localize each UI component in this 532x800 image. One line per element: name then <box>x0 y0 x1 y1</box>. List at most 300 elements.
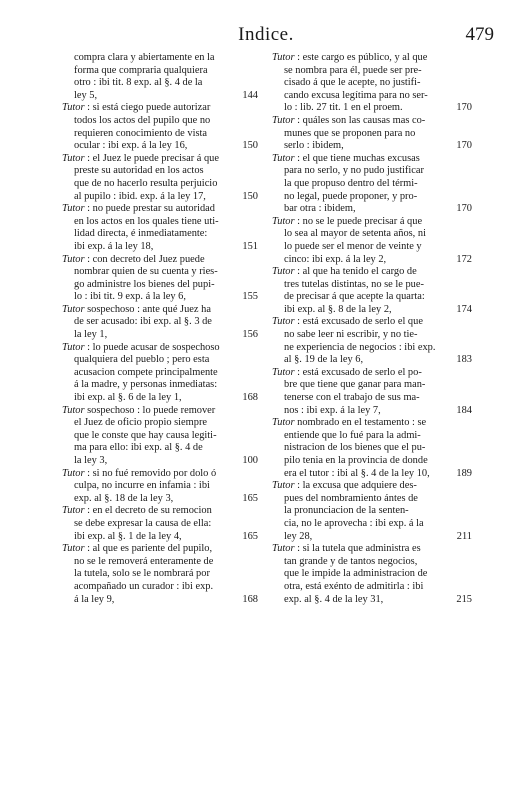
entry-line <box>62 379 258 392</box>
entry-line <box>62 254 258 267</box>
entry-line-text <box>284 65 422 78</box>
entry-line <box>272 442 472 455</box>
entry-text: al §. 19 de la ley 6, <box>284 354 364 366</box>
entry-line-text <box>74 417 207 430</box>
entry-line <box>62 531 258 544</box>
entry-text: requieren conocimiento de vista <box>74 127 208 139</box>
entry-line-text <box>284 442 425 455</box>
entry-line-text <box>272 417 426 430</box>
entry-page-number: 183 <box>456 354 472 366</box>
entry-line <box>62 140 258 153</box>
entry-line <box>272 279 472 292</box>
entry-line-text <box>74 442 203 455</box>
entry-line-text <box>284 493 418 506</box>
entry-line <box>62 77 258 90</box>
entry-text: nos : ibi exp. á la ley 7, <box>284 404 381 416</box>
entry-line-text <box>284 430 421 443</box>
entry-line <box>62 405 258 418</box>
entry-text: á la ley 9, <box>74 593 115 605</box>
entry-text: ocular : ibi exp. á la ley 16, <box>74 140 188 152</box>
entry-text: ne experiencia de negocios : ibi exp. <box>284 341 436 353</box>
index-entry <box>62 254 258 304</box>
entry-line-text <box>272 480 417 493</box>
entry-line <box>272 505 472 518</box>
entry-text: forma que compraria qualquiera <box>74 64 208 76</box>
entry-line-text <box>62 203 215 216</box>
entry-text: pilo tenia en la provincia de donde <box>284 455 428 466</box>
entry-line <box>62 115 258 128</box>
entry-text: ibi exp. á la ley 18, <box>74 240 154 252</box>
entry-text: : la excusa que adquiere des- <box>297 480 417 492</box>
entry-page-number: 150 <box>242 190 258 202</box>
entry-line <box>62 178 258 191</box>
entry-page-number: 165 <box>242 530 258 542</box>
entry-line-text <box>62 468 216 481</box>
entry-line-text <box>74 140 187 153</box>
entry-page-number: 170 <box>456 203 472 215</box>
entry-line <box>62 316 258 329</box>
entry-line-text <box>74 556 213 569</box>
entry-text: á la madre, y personas inmediatas: <box>74 379 218 391</box>
index-entry <box>272 266 472 316</box>
entry-text: de ser acusado: ibi exp. al §. 3 de <box>74 316 212 328</box>
entry-text: munes que se proponen para no <box>284 127 416 139</box>
entry-line <box>62 228 258 241</box>
entry-line <box>272 291 472 304</box>
entry-line <box>272 165 472 178</box>
entry-text: que le impide la administracion de <box>284 568 428 580</box>
entry-page-number: 165 <box>242 492 258 504</box>
entry-line <box>62 90 258 103</box>
entry-line-text <box>74 367 218 380</box>
entry-text: tres tutelas distintas, no se le pue- <box>284 278 424 290</box>
entry-text: preste su autoridad en los actos <box>74 165 204 177</box>
entry-line <box>272 77 472 90</box>
entry-text: ley 5, <box>74 89 98 101</box>
entry-line <box>62 329 258 342</box>
entry-line <box>62 304 258 317</box>
entry-line <box>272 342 472 355</box>
entry-line <box>62 493 258 506</box>
entry-text: exp. al §. 18 de la ley 3, <box>74 492 174 504</box>
index-entry <box>62 505 258 543</box>
entry-headword: Tutor <box>62 467 85 479</box>
entry-text: lo puede ser el menor de veinte y <box>284 240 422 252</box>
entry-text: : este cargo es público, y al que <box>297 52 428 63</box>
entry-text: otro : ibi tit. 8 exp. al §. 4 de la <box>74 77 203 89</box>
entry-line <box>272 493 472 506</box>
entry-headword: Tutor <box>62 543 85 555</box>
entry-line-text <box>284 241 422 254</box>
entry-page-number: 170 <box>456 102 472 114</box>
entry-text: bre que tiene que ganar para man- <box>284 379 426 391</box>
entry-line-text <box>74 430 217 443</box>
entry-text: la que propuso dentro del térmi- <box>284 177 418 189</box>
entry-line <box>62 505 258 518</box>
entry-headword: Tutor <box>62 253 85 265</box>
entry-line <box>272 191 472 204</box>
page-title: Indice. <box>238 24 294 45</box>
index-entry <box>62 52 258 102</box>
entry-text: exp. al §. 4 de la ley 31, <box>284 593 384 605</box>
entry-text: no legal, puede proponer, y pro- <box>284 190 418 202</box>
page-number: 479 <box>465 24 494 45</box>
entry-line <box>272 354 472 367</box>
entry-line <box>62 594 258 607</box>
entry-line-text <box>74 65 208 78</box>
entry-text: : el Juez le puede precisar á que <box>87 152 219 164</box>
entry-line <box>62 65 258 78</box>
entry-line-text <box>284 379 425 392</box>
entry-text: se debe expresar la causa de ella: <box>74 517 212 529</box>
entry-line-text <box>284 178 418 191</box>
entry-line <box>272 556 472 569</box>
entry-line <box>62 568 258 581</box>
entry-line <box>62 52 258 65</box>
entry-line <box>62 342 258 355</box>
index-entry <box>62 203 258 253</box>
entry-line-text <box>74 115 210 128</box>
entry-line <box>272 128 472 141</box>
entry-line <box>272 266 472 279</box>
entry-line-text <box>74 455 107 468</box>
entry-line <box>62 266 258 279</box>
entry-line-text <box>74 228 207 241</box>
entry-line-text <box>284 254 386 267</box>
index-entry <box>62 304 258 342</box>
entry-line-text <box>284 468 430 481</box>
entry-line <box>272 568 472 581</box>
entry-headword: Tutor <box>272 417 295 429</box>
entry-page-number: 168 <box>242 593 258 605</box>
entry-page-number: 151 <box>242 240 258 252</box>
entry-headword: Tutor <box>62 341 85 353</box>
entry-line <box>62 442 258 455</box>
entry-line-text <box>62 102 210 115</box>
entry-headword: Tutor <box>62 203 85 215</box>
entry-line-text <box>284 531 312 544</box>
entry-text: : lo puede acusar de sospechoso <box>87 341 220 353</box>
entry-line-text <box>284 405 381 418</box>
entry-line-text <box>62 153 219 166</box>
entry-line <box>62 367 258 380</box>
entry-line-text <box>284 342 435 355</box>
entry-line <box>272 203 472 216</box>
entry-text: para no serlo, y no pudo justificar <box>284 165 424 177</box>
entry-text: serlo : ibidem, <box>284 140 344 152</box>
entry-page-number: 150 <box>242 140 258 152</box>
entry-text: no sabe leer ni escribir, y no tie- <box>284 329 418 341</box>
entry-text: tenerse con el trabajo de sus ma- <box>284 392 420 404</box>
entry-text: se nombra para él, puede ser pre- <box>284 64 422 76</box>
entry-line-text <box>62 342 220 355</box>
entry-line-text <box>74 128 207 141</box>
entry-line-text <box>284 594 383 607</box>
entry-text: en los actos en los quales tiene uti- <box>74 215 219 227</box>
entry-line-text <box>62 254 205 267</box>
entry-headword: Tutor <box>272 152 295 164</box>
entry-line-text <box>74 568 210 581</box>
index-entry <box>62 102 258 152</box>
entry-line-text <box>74 90 97 103</box>
entry-text: cisado á que le acepte, no justifi- <box>284 77 421 89</box>
entry-text: ibi exp. al §. 6 de la ley 1, <box>74 392 182 404</box>
entry-text: la ley 1, <box>74 329 108 341</box>
entry-line <box>272 468 472 481</box>
entry-page-number: 156 <box>242 329 258 341</box>
entry-line <box>272 329 472 342</box>
entry-line-text <box>74 518 211 531</box>
entry-text: bar otra : ibidem, <box>284 203 356 215</box>
entry-line-text <box>272 266 417 279</box>
entry-line-text <box>74 52 214 65</box>
entry-page-number: 174 <box>456 303 472 315</box>
entry-text: ma para ello: ibi exp. al §. 4 de <box>74 442 203 454</box>
entry-headword: Tutor <box>62 102 85 114</box>
entry-text: nombrar quien de su cuenta y ries- <box>74 266 218 278</box>
index-entry <box>272 480 472 543</box>
entry-line-text <box>284 392 420 405</box>
entry-line-text <box>74 165 204 178</box>
entry-line <box>62 165 258 178</box>
entry-text: no se le removerá enteramente de <box>74 555 214 567</box>
entry-headword: Tutor <box>272 215 295 227</box>
left-column <box>62 52 258 606</box>
entry-text: : al que es pariente del pupilo, <box>87 543 213 555</box>
entry-headword: Tutor <box>272 543 295 555</box>
index-entry <box>272 316 472 366</box>
entry-line-text <box>272 153 420 166</box>
index-entry <box>272 417 472 480</box>
entry-line <box>272 581 472 594</box>
entry-line-text <box>284 140 344 153</box>
entry-line <box>272 455 472 468</box>
index-entry <box>272 216 472 266</box>
entry-line-text <box>284 203 356 216</box>
entry-text: sospechoso : lo puede remover <box>87 404 216 416</box>
entry-text: la ley 3, <box>74 455 108 466</box>
entry-line <box>272 90 472 103</box>
entry-line-text <box>284 128 415 141</box>
entry-headword: Tutor <box>272 266 295 278</box>
entry-line-text <box>272 52 427 65</box>
entry-line-text <box>74 191 206 204</box>
entry-line <box>62 430 258 443</box>
entry-line <box>272 241 472 254</box>
entry-line-text <box>272 543 421 556</box>
entry-line-text <box>74 316 212 329</box>
entry-line <box>62 291 258 304</box>
entry-line-text <box>272 216 422 229</box>
entry-text: tan grande y de tantos negocios, <box>284 555 418 567</box>
entry-line-text <box>272 115 425 128</box>
entry-line <box>272 316 472 329</box>
entry-line-text <box>284 228 426 241</box>
entry-text: : no se le puede precisar á que <box>297 215 423 227</box>
entry-line-text <box>74 354 209 367</box>
entry-headword: Tutor <box>272 316 295 328</box>
entry-text: : está excusado de serlo el po- <box>297 366 422 378</box>
entry-line <box>62 216 258 229</box>
entry-line-text <box>284 505 409 518</box>
entry-text: acompañado un curador : ibi exp. <box>74 580 214 592</box>
entry-line-text <box>74 216 219 229</box>
entry-line <box>272 367 472 380</box>
entry-line <box>62 417 258 430</box>
entry-line-text <box>284 77 420 90</box>
entry-headword: Tutor <box>272 52 295 63</box>
entry-line <box>62 468 258 481</box>
entry-line-text <box>284 581 423 594</box>
entry-line-text <box>74 581 213 594</box>
entry-text: : si no fué removido por dolo ó <box>87 467 217 479</box>
entry-page-number: 184 <box>456 404 472 416</box>
entry-line <box>272 531 472 544</box>
entry-text: al pupilo : ibid. exp. á la ley 17, <box>74 190 206 202</box>
entry-text: de precisar á que acepte la quarta: <box>284 291 425 303</box>
entry-text: la tutela, solo se le nombrará por <box>74 568 210 580</box>
entry-line <box>62 455 258 468</box>
entry-page-number: 168 <box>242 392 258 404</box>
entry-text: que de no hacerlo resulta perjuicio <box>74 177 218 189</box>
entry-line <box>62 128 258 141</box>
entry-line <box>272 417 472 430</box>
entry-text: lo : lib. 27 tit. 1 en el proem. <box>284 102 403 114</box>
entry-page-number: 215 <box>456 593 472 605</box>
entry-text: todos los actos del pupilo que no <box>74 114 211 126</box>
entry-text: el Juez de oficio propio siempre <box>74 417 208 429</box>
entry-line <box>62 203 258 216</box>
index-entry <box>272 52 472 115</box>
entry-line-text <box>74 594 114 607</box>
index-entry <box>272 543 472 606</box>
entry-text: : al que ha tenido el cargo de <box>297 266 417 278</box>
entry-headword: Tutor <box>272 366 295 378</box>
entry-line-text <box>272 316 423 329</box>
entry-line <box>272 153 472 166</box>
entry-line-text <box>74 329 107 342</box>
entry-page-number: 170 <box>456 140 472 152</box>
entry-text: ibi exp. al §. 8 de la ley 2, <box>284 303 392 315</box>
entry-line-text <box>74 178 217 191</box>
entry-headword: Tutor <box>62 404 85 416</box>
entry-line-text <box>284 556 417 569</box>
entry-line <box>62 480 258 493</box>
entry-text: pues del nombramiento ántes de <box>284 492 418 504</box>
entry-text: que le conste que hay causa legiti- <box>74 429 217 441</box>
entry-line-text <box>74 279 215 292</box>
index-entry <box>62 468 258 506</box>
entry-line <box>272 379 472 392</box>
entry-line-text <box>74 266 218 279</box>
entry-line-text <box>284 354 363 367</box>
entry-text: : si la tutela que administra es <box>297 543 421 555</box>
entry-line-text <box>272 367 422 380</box>
entry-line <box>62 279 258 292</box>
entry-line <box>272 65 472 78</box>
entry-line <box>272 216 472 229</box>
entry-line-text <box>62 505 212 518</box>
entry-headword: Tutor <box>62 152 85 164</box>
entry-line <box>62 392 258 405</box>
entry-text: sospechoso : ante qué Juez ha <box>87 303 211 315</box>
entry-page-number: 155 <box>242 291 258 303</box>
entry-page-number: 211 <box>456 530 472 542</box>
entry-line <box>272 430 472 443</box>
entry-line <box>272 518 472 531</box>
entry-line-text <box>284 191 417 204</box>
entry-line <box>62 102 258 115</box>
entry-text: acusacion compete principalmente <box>74 366 218 378</box>
entry-line <box>272 304 472 317</box>
entry-page-number: 100 <box>242 455 258 466</box>
entry-line <box>272 594 472 607</box>
entry-text: ibi exp. al §. 1 de la ley 4, <box>74 530 182 542</box>
entry-text: era el tutor : ibi al §. 4 de la ley 10, <box>284 467 430 479</box>
entry-line <box>272 392 472 405</box>
entry-line-text <box>62 543 212 556</box>
entry-page-number: 172 <box>456 253 472 265</box>
entry-line <box>62 556 258 569</box>
entry-text: lidad directa, é inmediatamente: <box>74 228 208 240</box>
entry-line-text <box>284 304 392 317</box>
entry-line-text <box>74 241 153 254</box>
entry-text: compra clara y abiertamente en la <box>74 52 215 63</box>
entry-line <box>272 115 472 128</box>
entry-text: : en el decreto de su remocion <box>87 505 212 517</box>
entry-page-number: 144 <box>242 89 258 101</box>
entry-headword: Tutor <box>62 303 85 315</box>
index-entry <box>272 367 472 417</box>
entry-text: cando excusa legítima para no ser- <box>284 89 428 101</box>
index-entry <box>272 115 472 153</box>
entry-line <box>272 140 472 153</box>
entry-line-text <box>74 291 186 304</box>
entry-line-text <box>74 77 202 90</box>
entry-line <box>62 241 258 254</box>
entry-text: entiende que lo fué para la admi- <box>284 429 421 441</box>
entry-line-text <box>284 291 425 304</box>
entry-line-text <box>284 279 424 292</box>
index-entry <box>62 543 258 606</box>
entry-text: qualquiera del pueblo ; pero esta <box>74 354 210 366</box>
entry-text: : si está ciego puede autorizar <box>87 102 211 114</box>
entry-line-text <box>74 392 182 405</box>
entry-text: lo sea al mayor de setenta años, ni <box>284 228 426 240</box>
index-entry <box>62 405 258 468</box>
entry-line <box>272 178 472 191</box>
entry-line <box>272 543 472 556</box>
entry-page-number: 189 <box>456 467 472 479</box>
entry-line <box>62 153 258 166</box>
entry-text: cia, no le aprovecha : ibi exp. á la <box>284 517 424 529</box>
entry-line <box>272 254 472 267</box>
entry-text: culpa, no incurre en infamia : ibi <box>74 480 210 492</box>
entry-line <box>272 102 472 115</box>
entry-text: : el que tiene muchas excusas <box>297 152 420 164</box>
entry-line <box>272 228 472 241</box>
entry-text: : no puede prestar su autoridad <box>87 203 215 215</box>
entry-text: lo : ibi tit. 9 exp. á la ley 6, <box>74 291 186 303</box>
entry-line-text <box>62 304 211 317</box>
entry-line <box>62 543 258 556</box>
entry-text: cinco: ibi exp. á la ley 2, <box>284 253 387 265</box>
entry-line <box>62 354 258 367</box>
entry-text: otra, está exénto de admitirla : ibi <box>284 580 424 592</box>
entry-line-text <box>74 379 217 392</box>
index-entry <box>62 153 258 203</box>
entry-text: : quáles son las causas mas co- <box>297 114 426 126</box>
